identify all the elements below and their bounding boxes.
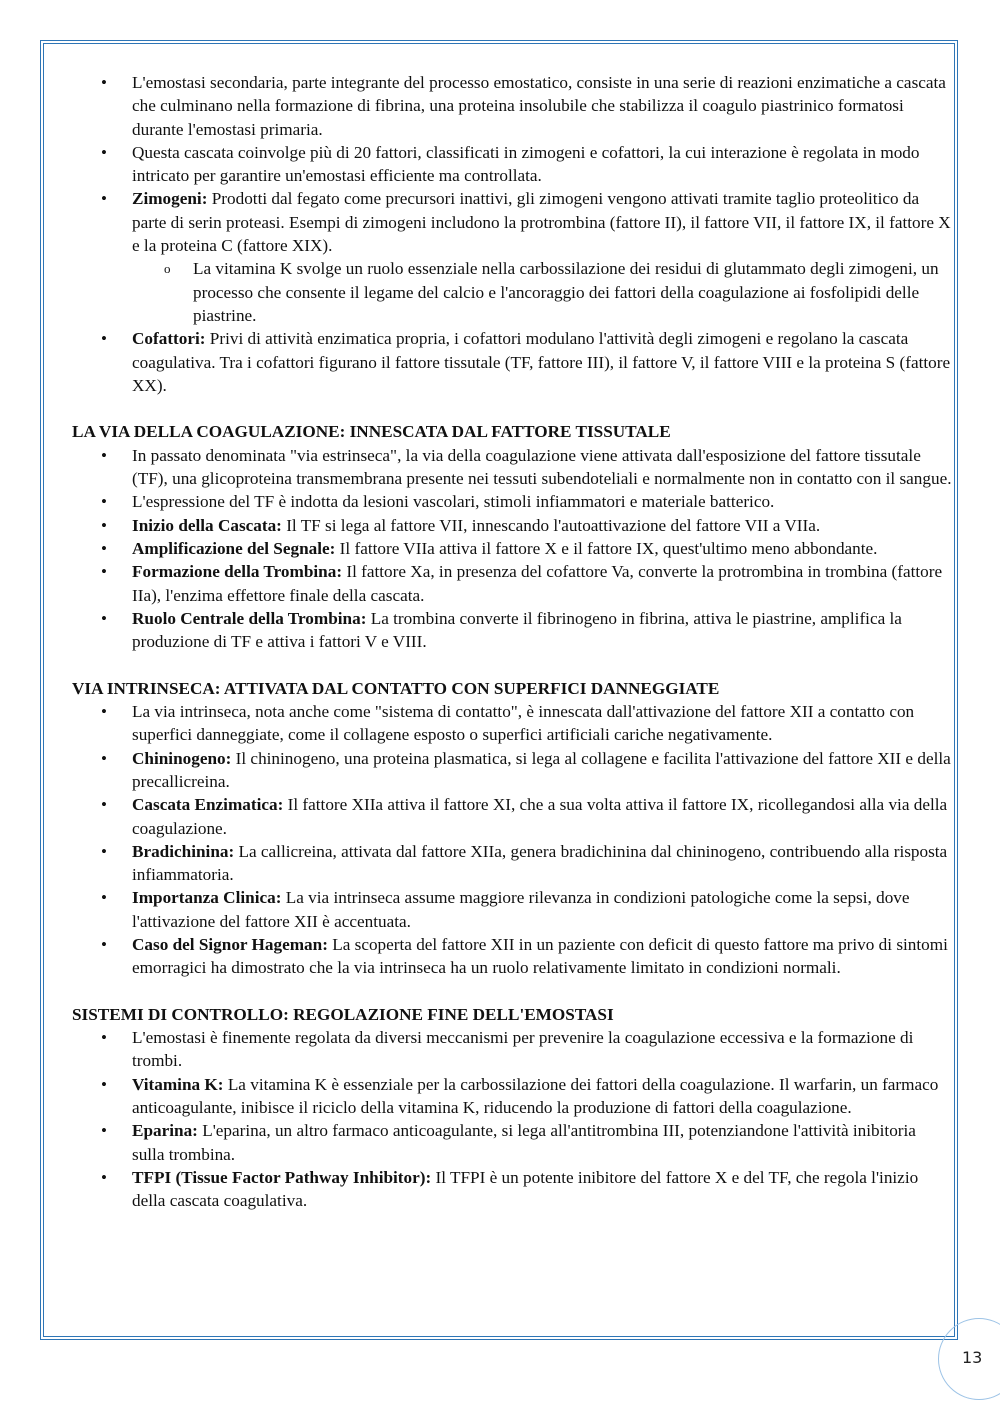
list-item xyxy=(72,187,952,327)
item-text: La callicreina, attivata dal fattore XIIa, genera bradichinina dal chininogeno, contribuendo alla risposta infiammatoria. xyxy=(132,841,948,885)
list-item xyxy=(72,1026,952,1073)
item-text: Il fattore Xa, in presenza del cofattore Va, converte la protrombina in trombina (fattore IIa), l'enzima effettore finale della cascata. xyxy=(132,562,943,605)
item-text: Privi di attività enzimatica propria, i cofattori modulano l'attività degli zimogeni e regolano la cascata coagulativa. Tra i cofattori figurano il fattore tissutale (TF, fattore III), il fattore V, il fattore VIII e la proteina S (fattore XX). xyxy=(132,329,951,395)
item-text: Il fattore XIIa attiva il fattore XI, che a sua volta attiva il fattore IX, ricollegandosi alla via della coagulazione. xyxy=(132,795,948,838)
sub-list-item: o La vitamina K svolge un ruolo essenziale nella carbossilazione dei residui di glutammato degli zimogeni, un processo che consente il legame del calcio e l'ancoraggio dei fattori della coagulazione ai fosfolipidi delle piastrine. xyxy=(72,257,952,327)
item-text: L'emostasi secondaria, parte integrante del processo emostatico, consiste in una serie di reazioni enzimatiche a cascata che culminano nella formazione di fibrina, una proteina insolubile che stabilizza il coagulo piastrinico formatosi durante l'emostasi primaria. xyxy=(132,73,946,139)
section-list xyxy=(72,700,952,980)
section-heading: SISTEMI DI CONTROLLO: REGOLAZIONE FINE DELL'EMOSTASI xyxy=(72,1004,614,1024)
list-item xyxy=(72,560,952,607)
item-text: La vitamina K è essenziale per la carbossilazione dei fattori della coagulazione. Il warfarin, un farmaco anticoagulante, inibisce il riciclo della vitamina K, riducendo la produzione di fattori della coagulazione. xyxy=(132,1074,939,1118)
item-term: Formazione della Trombina: xyxy=(132,562,343,582)
item-text: Il TF si lega al fattore VII, innescando l'autoattivazione del fattore VII a VIIa. xyxy=(281,515,821,535)
item-term: Importanza Clinica: xyxy=(132,888,282,908)
section-heading: VIA INTRINSECA: ATTIVATA DAL CONTATTO CON SUPERFICI DANNEGGIATE xyxy=(72,678,720,698)
item-text: Il TFPI è un potente inibitore del fattore X e del TF, che regola l'inizio della cascata coagulativa. xyxy=(132,1167,919,1211)
item-text: L'espressione del TF è indotta da lesioni vascolari, stimoli infiammatori e materiale batterico. xyxy=(132,492,775,512)
item-text: Questa cascata coinvolge più di 20 fattori, classificati in zimogeni e cofattori, la cui interazione è regolata in modo intricato per garantire un'emostasi efficiente ma controllata. xyxy=(132,142,920,186)
item-term: Amplificazione del Segnale: xyxy=(132,538,336,558)
list-item xyxy=(72,490,952,513)
item-term: Eparina: xyxy=(132,1121,198,1141)
item-text: La trombina converte il fibrinogeno in fibrina, attiva le piastrine, amplifica la produzione di TF e attiva i fattori V e VIII. xyxy=(132,608,902,652)
list-item xyxy=(72,444,952,491)
item-text: Il chininogeno, una proteina plasmatica, si lega al collagene e facilita l'attivazione del fattore XII e della precallicreina. xyxy=(132,748,951,791)
list-item xyxy=(72,886,952,933)
list-item xyxy=(72,141,952,188)
list-item xyxy=(72,933,952,980)
item-term: Bradichinina: xyxy=(132,841,235,861)
list-item xyxy=(72,747,952,794)
list-item xyxy=(72,607,952,654)
list-item xyxy=(72,700,952,747)
item-term: Caso del Signor Hageman: xyxy=(132,934,328,954)
item-term: TFPI (Tissue Factor Pathway Inhibitor): xyxy=(132,1167,432,1187)
intro-list xyxy=(72,71,952,397)
document-body xyxy=(72,71,952,1213)
item-text: La scoperta del fattore XII in un paziente con deficit di questo fattore ma privo di sintomi emorragici ha dimostrato che la via intrinseca ha un ruolo relativamente limitato in condizioni normali. xyxy=(132,934,948,978)
item-term: Cascata Enzimatica: xyxy=(132,795,284,815)
item-term: Cofattori: xyxy=(132,329,206,349)
list-item xyxy=(72,793,952,840)
item-text: L'emostasi è finemente regolata da diversi meccanismi per prevenire la coagulazione eccessiva e la formazione di trombi. xyxy=(132,1028,914,1071)
list-item xyxy=(72,514,952,537)
page-number: 13 xyxy=(962,1348,983,1367)
list-item xyxy=(72,840,952,887)
item-text: La via intrinseca, nota anche come "sistema di contatto", è innescata dall'attivazione del fattore XII a contatto con superfici danneggiate, come il collagene esposto o superfici artificiali cariche negativamente. xyxy=(132,702,915,745)
item-term: Inizio della Cascata: xyxy=(132,515,282,535)
section-heading: LA VIA DELLA COAGULAZIONE: INNESCATA DAL FATTORE TISSUTALE xyxy=(72,422,671,442)
list-item xyxy=(72,327,952,397)
item-term: Vitamina K: xyxy=(132,1074,224,1094)
list-item xyxy=(72,537,952,560)
item-term: Chininogeno: xyxy=(132,748,232,768)
item-text: Prodotti dal fegato come precursori inattivi, gli zimogeni vengono attivati tramite taglio proteolitico da parte di serin proteasi. Esempi di zimogeni includono la protrombina (fattore II), il fattore VII, il fattore IX, il fattore X e la proteina C (fattore XIX). xyxy=(132,189,951,256)
item-text: La via intrinseca assume maggiore rilevanza in condizioni patologiche come la sepsi, dove l'attivazione del fattore XII è accentuata. xyxy=(132,888,910,931)
section-list xyxy=(72,444,952,654)
item-text: In passato denominata "via estrinseca", la via della coagulazione viene attivata dall'esposizione del fattore tissutale (TF), una glicoproteina transmembrana presente nei tessuti subendoteliali e normalmente non in contatto con il sangue. xyxy=(132,445,952,489)
sub-list xyxy=(132,257,952,327)
item-term: Zimogeni: xyxy=(132,189,208,209)
item-text: Il fattore VIIa attiva il fattore X e il fattore IX, quest'ultimo meno abbondante. xyxy=(335,538,878,558)
list-item xyxy=(72,71,952,141)
item-text: L'eparina, un altro farmaco anticoagulante, si lega all'antitrombina III, potenziandone l'attività inibitoria sulla trombina. xyxy=(132,1121,916,1164)
list-item xyxy=(72,1166,952,1213)
list-item xyxy=(72,1073,952,1120)
item-term: Ruolo Centrale della Trombina: xyxy=(132,608,367,628)
list-item xyxy=(72,1119,952,1166)
section-list xyxy=(72,1026,952,1212)
